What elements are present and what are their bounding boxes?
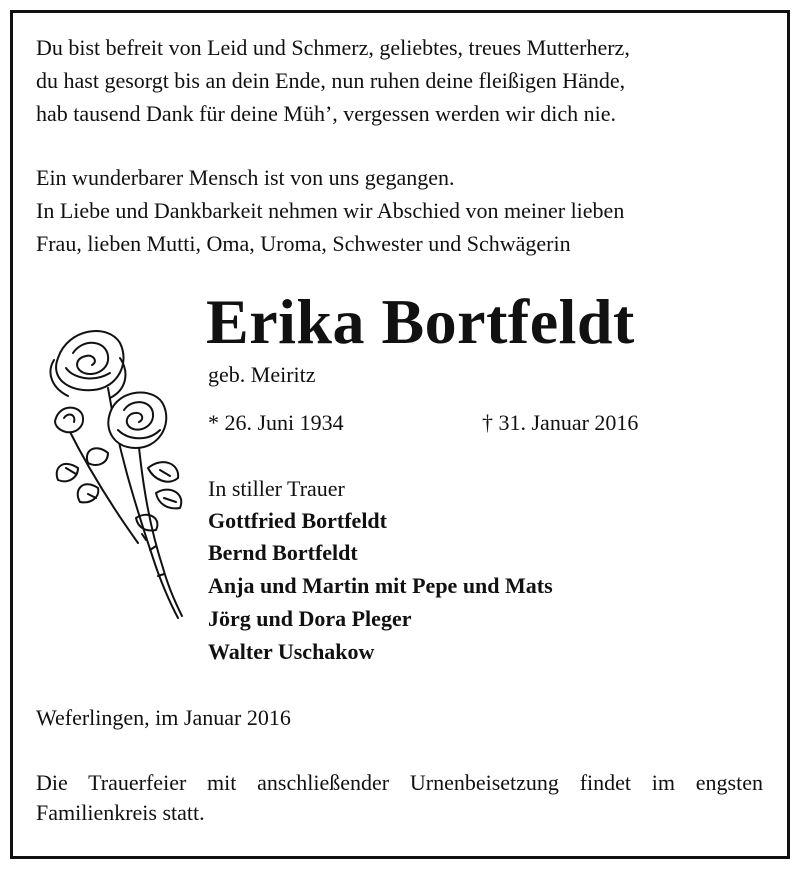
verse-line-3: hab tausend Dank für deine Müh’, vergessen werden wir dich nie. [36,101,616,126]
mourner-name: Gottfried Bortfeldt [208,508,387,533]
intro-line-3: Frau, lieben Mutti, Oma, Uroma, Schwester und Schwägerin [36,231,571,256]
deceased-name: Erika Bortfeldt [206,286,635,357]
intro-line-2: In Liebe und Dankbarkeit nehmen wir Abschied von meiner lieben [36,198,625,223]
mourner-name: Anja und Martin mit Pepe und Mats [208,573,553,598]
funeral-notice: Die Trauerfeier mit anschließender Urnenbeisetzung findet im engsten Familienkreis statt. [36,770,763,825]
verse-line-1: Du bist befreit von Leid und Schmerz, geliebtes, treues Mutterherz, [36,35,630,60]
mourner-name: Walter Uschakow [208,639,375,664]
birth-date: * 26. Juni 1934 [208,410,344,435]
intro-line-1: Ein wunderbarer Mensch ist von uns gegangen. [36,165,455,190]
place-date: Weferlingen, im Januar 2016 [36,705,291,730]
verse-line-2: du hast gesorgt bis an dein Ende, nun ruhen deine fleißigen Hände, [36,68,626,93]
mourner-name: Jörg und Dora Pleger [208,606,412,631]
mourners-heading: In stiller Trauer [208,476,345,501]
mourner-name: Bernd Bortfeldt [208,540,358,565]
maiden-name: geb. Meiritz [208,362,316,387]
rose-icon [38,318,198,628]
death-date: † 31. Januar 2016 [482,410,639,435]
